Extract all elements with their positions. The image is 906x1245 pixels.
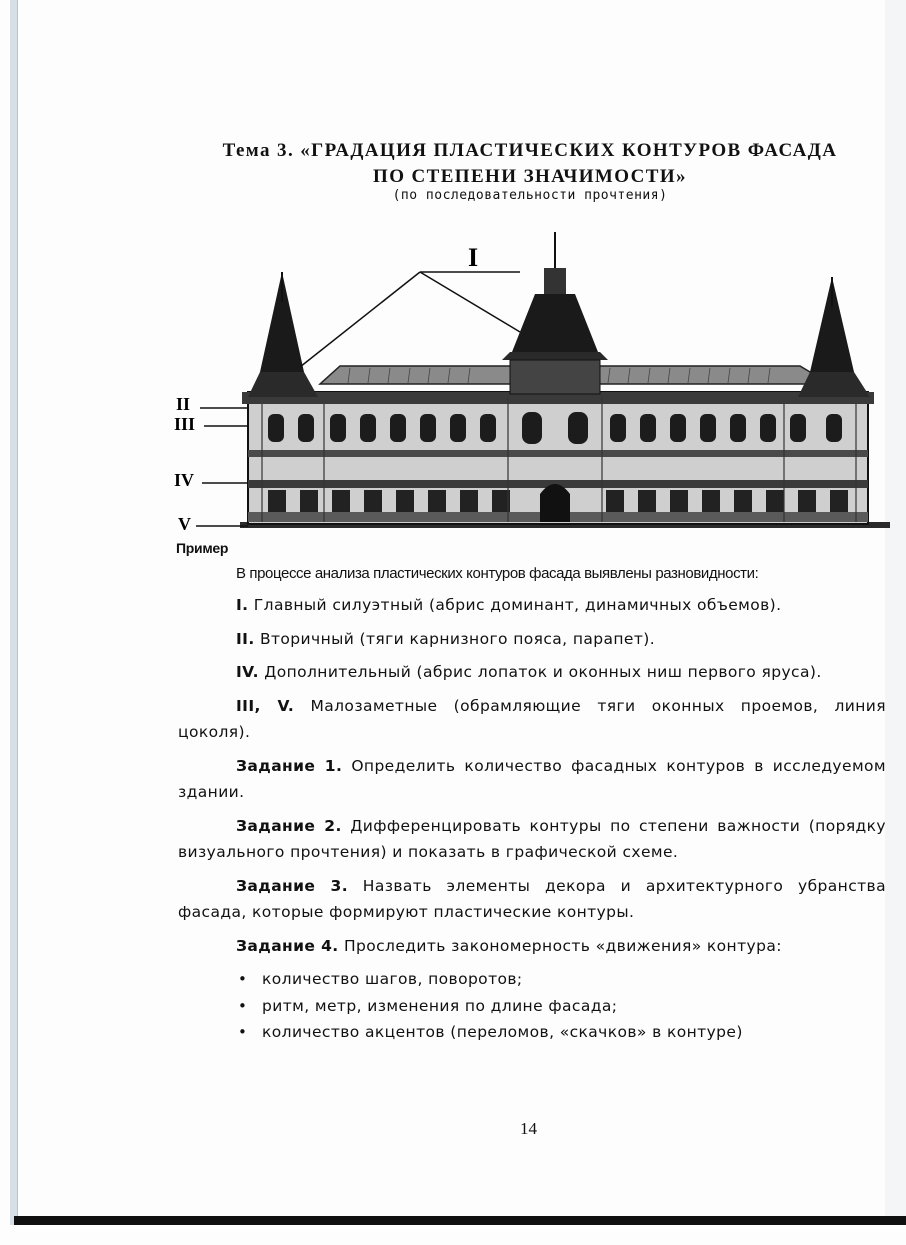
central-arch-door [540, 484, 570, 522]
contour-item-4 [178, 693, 886, 746]
topic-title-line-1: Тема 3. «ГРАДАЦИЯ ПЛАСТИЧЕСКИХ КОНТУРОВ ФАСАДА [222, 140, 838, 161]
contour-item-1 [178, 592, 886, 619]
task-label: Задание 1. [236, 756, 343, 775]
contour-marker: III, V. [236, 696, 295, 715]
page-left-edge [10, 0, 17, 1225]
facade-drawing [170, 232, 890, 542]
central-lantern [544, 268, 566, 294]
central-drum [510, 360, 600, 394]
task-2 [178, 813, 886, 866]
bullet-item: • количество шагов, поворотов; [178, 966, 886, 993]
pointer-line-left [300, 272, 420, 367]
bullet-item: • ритм, метр, изменения по длине фасада; [178, 993, 886, 1020]
page-number: 14 [520, 1119, 537, 1138]
topic-title-line-2: ПО СТЕПЕНИ ЗНАЧИМОСТИ» [373, 166, 687, 187]
task-text: Дифференцировать контуры по степени важности (порядку визуального прочтения) и показать в графической схеме. [178, 816, 886, 861]
contour-marker: IV. [236, 663, 259, 681]
figure-caption: Пример [176, 540, 229, 556]
right-tower-base [798, 372, 870, 397]
topic-subtitle: (по последовательности прочтения) [392, 188, 668, 203]
left-tower-base [248, 372, 318, 397]
text-body [178, 592, 886, 1046]
middle-belt [248, 450, 868, 457]
contour-item-2 [178, 626, 886, 653]
facade-figure [170, 232, 890, 542]
task-label: Задание 3. [236, 876, 349, 895]
task-text: Назвать элементы декора и архитектурного убранства фасада, которые формируют пластические контуры. [178, 876, 886, 921]
task-text: Определить количество фасадных контуров в исследуемом здании. [178, 756, 887, 801]
page-left-edge-line [17, 0, 18, 1225]
label-iv: IV [174, 470, 195, 490]
central-dome-eave [502, 352, 608, 360]
contour-text: Малозаметные (обрамляющие тяги оконных проемов, линия цоколя). [178, 696, 886, 741]
label-v: V [178, 514, 191, 534]
contour-item-3 [178, 659, 886, 686]
task-4-bullet-list [178, 966, 886, 1046]
pointer-line-center [420, 272, 520, 332]
task-4 [178, 933, 886, 960]
central-dome [512, 294, 598, 352]
contour-marker: I. [236, 596, 249, 614]
label-i: I [468, 243, 479, 272]
contour-text: Дополнительный (абрис лопаток и оконных ниш первого яруса). [264, 663, 822, 681]
task-1 [178, 753, 886, 806]
contour-text: Вторичный (тяги карнизного пояса, парапет). [259, 629, 656, 648]
intro-text: В процессе анализа пластических контуров фасада выявлены разновидности: [236, 565, 759, 582]
contour-text: Главный силуэтный (абрис доминант, динамичных объемов). [253, 596, 782, 614]
contour-marker: II. [236, 629, 255, 648]
label-ii: II [176, 394, 191, 414]
page-bottom-edge [14, 1216, 906, 1225]
topic-title [170, 138, 890, 190]
label-iii: III [174, 414, 196, 434]
task-3 [178, 873, 886, 926]
task-label: Задание 4. [236, 936, 339, 955]
task-text: Проследить закономерность «движения» контура: [343, 936, 782, 955]
bullet-item: • количество акцентов (переломов, «скачков» в контуре) [178, 1019, 886, 1046]
task-label: Задание 2. [236, 816, 342, 835]
